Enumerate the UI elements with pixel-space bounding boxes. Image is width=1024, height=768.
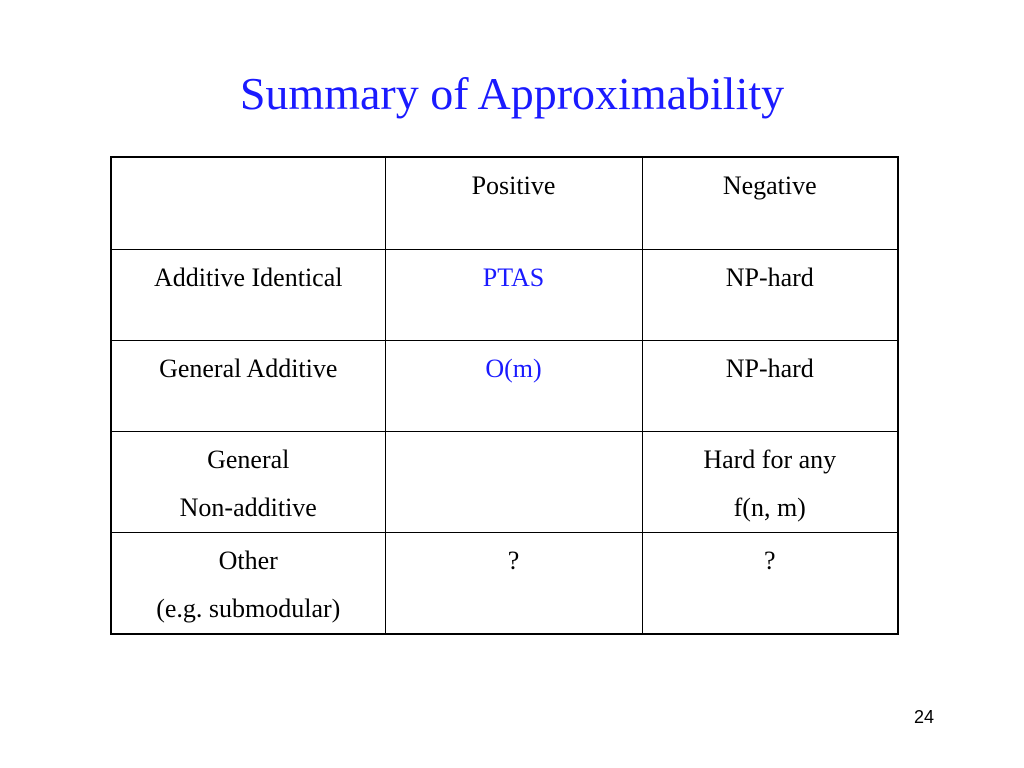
row-label-cell bbox=[111, 340, 385, 431]
row-label-line: (e.g. submodular) bbox=[156, 593, 341, 623]
table-header-row bbox=[111, 157, 898, 249]
negative-value: NP-hard bbox=[725, 262, 814, 292]
positive-cell bbox=[385, 340, 642, 431]
header-cell-positive: Positive bbox=[385, 157, 642, 249]
row-label-line: Non-additive bbox=[179, 492, 317, 522]
positive-value: PTAS bbox=[482, 262, 545, 292]
page-number: 24 bbox=[913, 707, 935, 727]
positive-cell bbox=[385, 431, 642, 532]
header-cell-negative: Negative bbox=[642, 157, 898, 249]
header-cell-empty bbox=[111, 157, 385, 249]
row-label-line: Other bbox=[218, 545, 278, 575]
negative-cell bbox=[642, 431, 898, 532]
negative-cell bbox=[642, 340, 898, 431]
negative-value: ? bbox=[763, 545, 776, 575]
positive-cell bbox=[385, 532, 642, 634]
negative-cell bbox=[642, 249, 898, 340]
positive-value: ? bbox=[507, 545, 520, 575]
table-row bbox=[111, 249, 898, 340]
positive-value: O(m) bbox=[485, 353, 542, 383]
table-row bbox=[111, 340, 898, 431]
row-label-cell bbox=[111, 249, 385, 340]
negative-value: NP-hard bbox=[725, 353, 814, 383]
positive-cell bbox=[385, 249, 642, 340]
row-label-line: Additive Identical bbox=[154, 262, 343, 292]
row-label-line: General Additive bbox=[159, 353, 338, 383]
table-row bbox=[111, 532, 898, 634]
negative-cell bbox=[642, 532, 898, 634]
negative-value: f(n, m) bbox=[733, 492, 806, 522]
row-label-cell bbox=[111, 431, 385, 532]
row-label-line: General bbox=[207, 444, 290, 474]
table-row bbox=[111, 431, 898, 532]
row-label-cell bbox=[111, 532, 385, 634]
slide-title: Summary of Approximability bbox=[239, 68, 785, 119]
approximability-table bbox=[110, 156, 899, 635]
negative-value: Hard for any bbox=[703, 444, 837, 474]
